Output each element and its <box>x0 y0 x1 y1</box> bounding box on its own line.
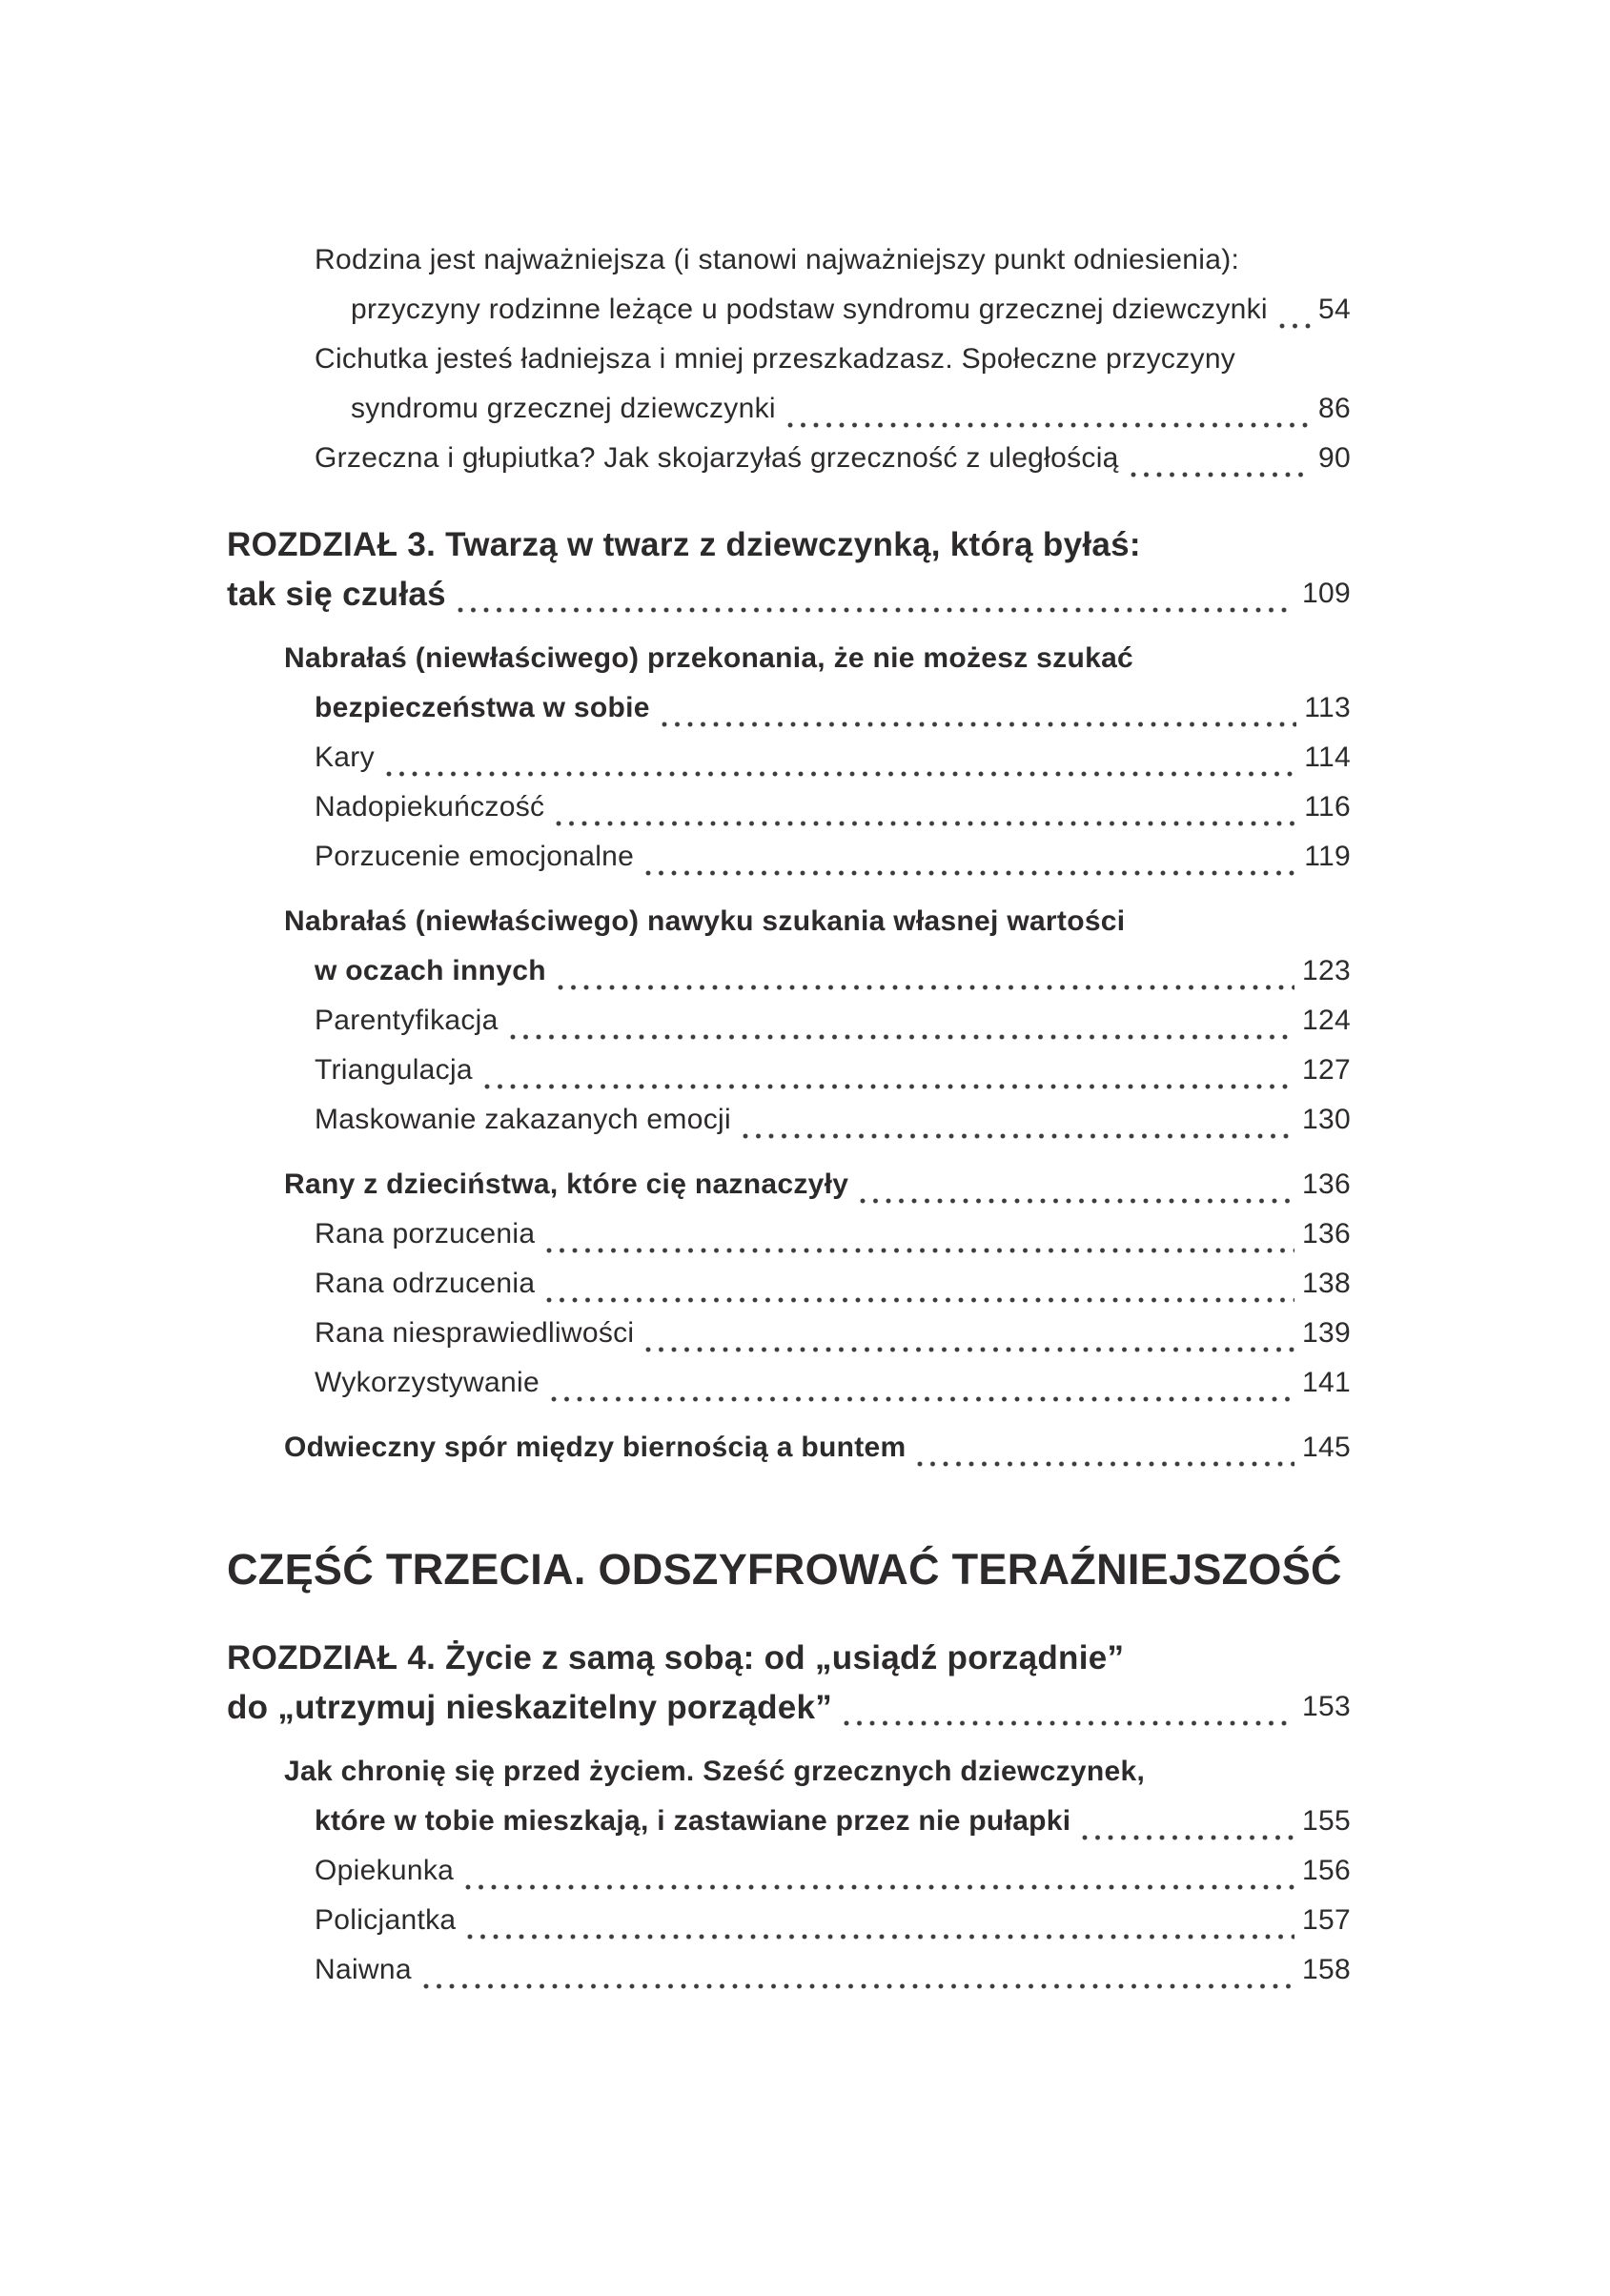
dotted-leader <box>1131 472 1311 477</box>
entry-text: Wykorzystywanie <box>315 1367 540 1398</box>
toc-chapter-heading <box>227 521 1351 619</box>
toc-entry-level2 <box>227 733 1351 782</box>
toc-entry-level2 <box>227 1259 1351 1309</box>
toc-line <box>227 832 1351 882</box>
toc-entry-level1 <box>227 634 1351 733</box>
dotted-leader <box>551 1396 1294 1402</box>
entry-text: Rana porzucenia <box>315 1218 536 1250</box>
page-number: 139 <box>1302 1317 1351 1349</box>
entry-text: Rany z dzieciństwa, które cię naznaczyły <box>284 1168 849 1200</box>
page-number: 114 <box>1304 742 1351 773</box>
toc-line <box>227 634 1351 683</box>
dotted-leader <box>484 1084 1294 1089</box>
dotted-leader <box>743 1133 1294 1139</box>
dotted-leader <box>860 1198 1294 1204</box>
page-number: 136 <box>1302 1168 1351 1200</box>
dotted-leader <box>645 1347 1294 1352</box>
page-number: 155 <box>1302 1805 1351 1837</box>
page-number: 116 <box>1304 791 1351 823</box>
entry-text: syndromu grzecznej dziewczynki <box>351 393 776 424</box>
toc-line <box>227 1543 1351 1596</box>
entry-text: Opiekunka <box>315 1855 455 1886</box>
page-number: 156 <box>1302 1855 1351 1886</box>
dotted-leader <box>662 721 1297 727</box>
entry-text: Kary <box>315 742 375 773</box>
toc-line <box>227 1209 1351 1259</box>
toc-line <box>227 946 1351 996</box>
toc-line <box>227 1423 1351 1473</box>
toc-line <box>227 521 1351 569</box>
toc-entry-level1 <box>227 1160 1351 1209</box>
entry-text: Rana odrzucenia <box>315 1268 536 1299</box>
entry-text: CZĘŚĆ TRZECIA. ODSZYFROWAĆ TERAŹNIEJSZOŚĆ <box>227 1545 1342 1594</box>
toc-entry-level2 <box>227 782 1351 832</box>
entry-text: Nabrałaś (niewłaściwego) nawyku szukania własnej wartości <box>284 905 1126 937</box>
page-number: 54 <box>1318 294 1351 325</box>
toc-line <box>227 285 1351 335</box>
toc-line <box>227 1046 1351 1095</box>
toc-line <box>227 384 1351 434</box>
page-number: 157 <box>1302 1904 1351 1936</box>
page-number: 109 <box>1302 578 1351 609</box>
dotted-leader <box>467 1934 1294 1940</box>
entry-text: Cichutka jesteś ładniejsza i mniej przeszkadzasz. Społeczne przyczyny <box>315 343 1236 375</box>
toc-entry-level1 <box>227 1423 1351 1473</box>
entry-text: Rodzina jest najważniejsza (i stanowi najważniejszy punkt odniesienia): <box>315 244 1240 275</box>
entry-text: Nadopiekuńczość <box>315 791 545 823</box>
toc-entry-level2 <box>227 1358 1351 1408</box>
page-number: 136 <box>1302 1218 1351 1250</box>
dotted-leader <box>546 1248 1294 1253</box>
page-number: 138 <box>1302 1268 1351 1299</box>
entry-text: Naiwna <box>315 1954 412 1985</box>
toc-line <box>227 1095 1351 1145</box>
toc-entry-level2 <box>227 1846 1351 1896</box>
entry-text: do „utrzymuj nieskazitelny porządek” <box>227 1689 833 1726</box>
page-number: 124 <box>1302 1005 1351 1036</box>
entry-text: bezpieczeństwa w sobie <box>315 692 650 723</box>
toc-part-heading <box>227 1543 1351 1596</box>
toc-line <box>227 996 1351 1046</box>
toc-entry-level1 <box>227 1747 1351 1846</box>
toc-entry-level2 <box>227 996 1351 1046</box>
toc-line <box>227 434 1351 483</box>
toc-line <box>227 1358 1351 1408</box>
dotted-leader <box>458 607 1294 613</box>
toc-line <box>227 782 1351 832</box>
entry-text: Odwieczny spór między biernością a buntem <box>284 1432 907 1463</box>
page-number: 113 <box>1304 692 1351 723</box>
dotted-leader <box>510 1034 1294 1040</box>
entry-text: Jak chronię się przed życiem. Sześć grzecznych dziewczynek, <box>284 1756 1146 1787</box>
entry-text: ROZDZIAŁ 4. Życie z samą sobą: od „usiądź porządnie” <box>227 1639 1125 1676</box>
dotted-leader <box>844 1720 1294 1726</box>
page-number: 141 <box>1302 1367 1351 1398</box>
toc-entry-level1 <box>227 897 1351 996</box>
dotted-leader <box>386 771 1296 777</box>
toc-entry-level2 <box>227 1046 1351 1095</box>
entry-text: ROZDZIAŁ 3. Twarzą w twarz z dziewczynką, którą byłaś: <box>227 526 1141 563</box>
page-number: 127 <box>1302 1054 1351 1086</box>
toc-entry-level2 <box>227 1209 1351 1259</box>
entry-text: Rana niesprawiedliwości <box>315 1317 635 1349</box>
entry-text: Policjantka <box>315 1904 457 1936</box>
toc-line <box>227 1945 1351 1995</box>
toc-line <box>227 569 1351 619</box>
dotted-leader <box>465 1884 1294 1890</box>
page-number: 123 <box>1302 955 1351 986</box>
toc-line <box>227 1635 1351 1682</box>
entry-text: tak się czułaś <box>227 576 446 613</box>
toc-entry-level2 <box>227 832 1351 882</box>
table-of-contents <box>227 235 1351 1995</box>
entry-text: które w tobie mieszkają, i zastawiane przez nie pułapki <box>315 1805 1071 1837</box>
toc-line <box>227 1160 1351 1209</box>
toc-line <box>227 1682 1351 1732</box>
page-number: 158 <box>1302 1954 1351 1985</box>
toc-chapter-heading <box>227 1635 1351 1732</box>
entry-text: Grzeczna i głupiutka? Jak skojarzyłaś grzeczność z uległością <box>315 442 1119 474</box>
toc-line <box>227 1747 1351 1797</box>
toc-line <box>227 235 1351 285</box>
toc-entry-level2 <box>227 434 1351 483</box>
toc-line <box>227 1846 1351 1896</box>
dotted-leader <box>645 870 1296 876</box>
toc-entry-level2 <box>227 1309 1351 1358</box>
toc-line <box>227 733 1351 782</box>
toc-line <box>227 1896 1351 1945</box>
toc-line <box>227 335 1351 384</box>
entry-text: Nabrałaś (niewłaściwego) przekonania, że nie możesz szukać <box>284 642 1134 674</box>
toc-entry-level2 <box>227 1896 1351 1945</box>
page-number: 90 <box>1318 442 1351 474</box>
page-number: 130 <box>1302 1104 1351 1135</box>
entry-text: Parentyfikacja <box>315 1005 499 1036</box>
toc-line <box>227 1797 1351 1846</box>
toc-entry-level2 <box>227 235 1351 335</box>
entry-text: Porzucenie emocjonalne <box>315 841 635 872</box>
toc-line <box>227 1309 1351 1358</box>
dotted-leader <box>787 422 1311 428</box>
entry-text: przyczyny rodzinne leżące u podstaw syndromu grzecznej dziewczynki <box>351 294 1268 325</box>
toc-line <box>227 1259 1351 1309</box>
toc-line <box>227 683 1351 733</box>
entry-text: Triangulacja <box>315 1054 473 1086</box>
toc-entry-level2 <box>227 1945 1351 1995</box>
dotted-leader <box>423 1983 1294 1989</box>
toc-entry-level2 <box>227 335 1351 434</box>
entry-text: Maskowanie zakazanych emocji <box>315 1104 731 1135</box>
page-number: 119 <box>1304 841 1351 872</box>
dotted-leader <box>558 985 1294 990</box>
dotted-leader <box>1082 1835 1294 1840</box>
page-number: 145 <box>1302 1432 1351 1463</box>
dotted-leader <box>546 1297 1294 1303</box>
toc-entry-level2 <box>227 1095 1351 1145</box>
dotted-leader <box>1279 323 1311 329</box>
dotted-leader <box>917 1461 1294 1467</box>
entry-text: w oczach innych <box>315 955 546 986</box>
toc-line <box>227 897 1351 946</box>
page-number: 86 <box>1318 393 1351 424</box>
page-number: 153 <box>1302 1691 1351 1722</box>
dotted-leader <box>556 821 1296 826</box>
